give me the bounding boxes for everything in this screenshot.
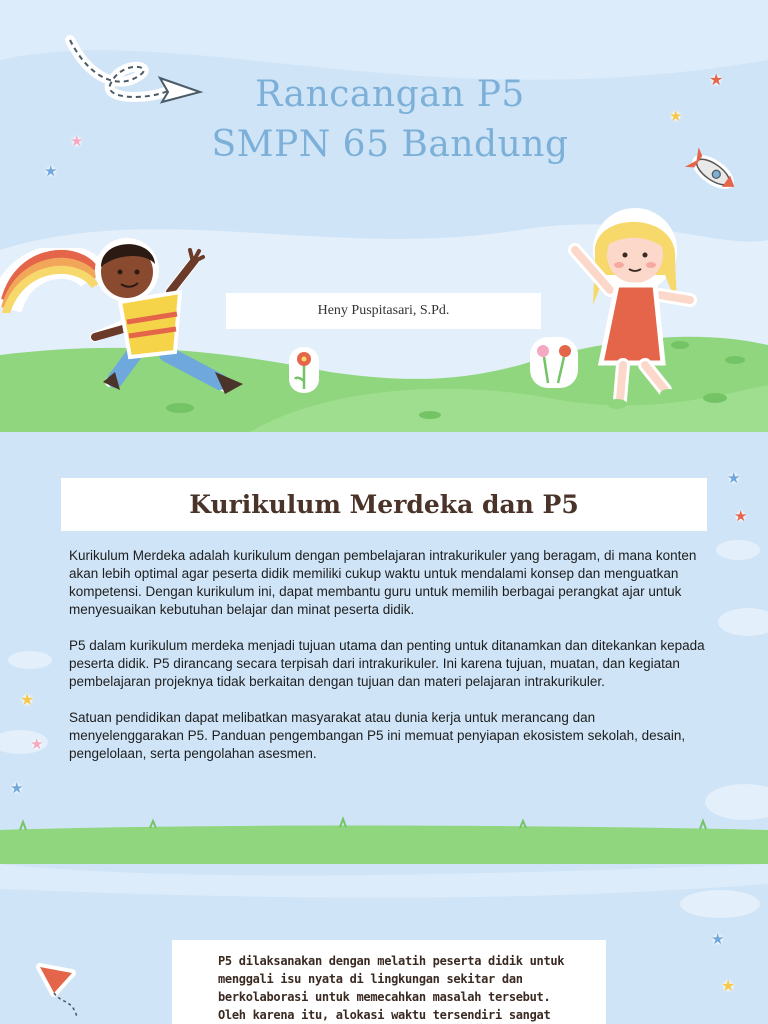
star-icon: ★ (44, 162, 58, 180)
girl-illustration (565, 205, 705, 415)
star-icon: ★ (20, 690, 35, 709)
third-slide (0, 864, 768, 1024)
body-text (69, 547, 709, 781)
text-card (172, 940, 606, 1024)
paragraph: Kurikulum Merdeka adalah kurikulum dengan pembelajaran intrakurikuler yang beragam, di mana konten akan lebih optimal agar peserta didik memiliki cukup waktu untuk mendalami konsep dan menguatkan kompetensi. Dengan kurikulum ini, dapat membantu guru untuk memilih berbagai perangkat ajar untuk menyesuaikan kebutuhan belajar dan minat peserta didik. (69, 548, 697, 617)
star-icon: ★ (30, 735, 44, 753)
star-icon: ★ (669, 107, 683, 125)
card-text: P5 dilaksanakan dengan melatih peserta didik untuk menggali isu nyata di lingkungan sekitar dan berkolaborasi untuk memecahkan masalah tersebut. Oleh karena itu, alokasi waktu tersendiri sangat (218, 954, 565, 1022)
slide-title-line-2: SMPN 65 Bandung (211, 124, 569, 165)
star-icon: ★ (721, 976, 736, 995)
star-icon: ★ (709, 70, 724, 89)
section-heading-text: Kurikulum Merdeka dan P5 (189, 490, 579, 519)
paragraph: P5 dalam kurikulum merdeka menjadi tujuan utama dan penting untuk ditanamkan dan ditekankan kepada peserta didik. P5 dirancang secara terpisah dari intrakurikuler. Ini karena tujuan, muatan, dan kegiatan pembelajaran projeknya tidak berkaitan dengan tujuan dan materi pelajaran intrakurikuler. (69, 638, 705, 689)
title-slide (0, 0, 768, 432)
star-icon: ★ (727, 469, 741, 487)
star-icon: ★ (711, 930, 725, 948)
flower-icon (287, 345, 321, 395)
content-slide (0, 432, 768, 864)
flower-icon (528, 335, 580, 390)
star-icon: ★ (10, 779, 24, 797)
author-name: Heny Puspitasari, S.Pd. (226, 293, 541, 329)
section-heading (61, 478, 707, 531)
paragraph: Satuan pendidikan dapat melibatkan masyarakat atau dunia kerja untuk merancang dan menyelenggarakan P5. Panduan pengembangan P5 ini memuat penyiapan ekosistem sekolah, desain, pengelolaan, serta pengolahan asesmen. (69, 710, 686, 761)
slide-title-line-1: Rancangan P5 (255, 74, 525, 115)
star-icon: ★ (70, 132, 84, 150)
star-icon: ★ (734, 507, 748, 525)
kite-icon (32, 959, 92, 1024)
